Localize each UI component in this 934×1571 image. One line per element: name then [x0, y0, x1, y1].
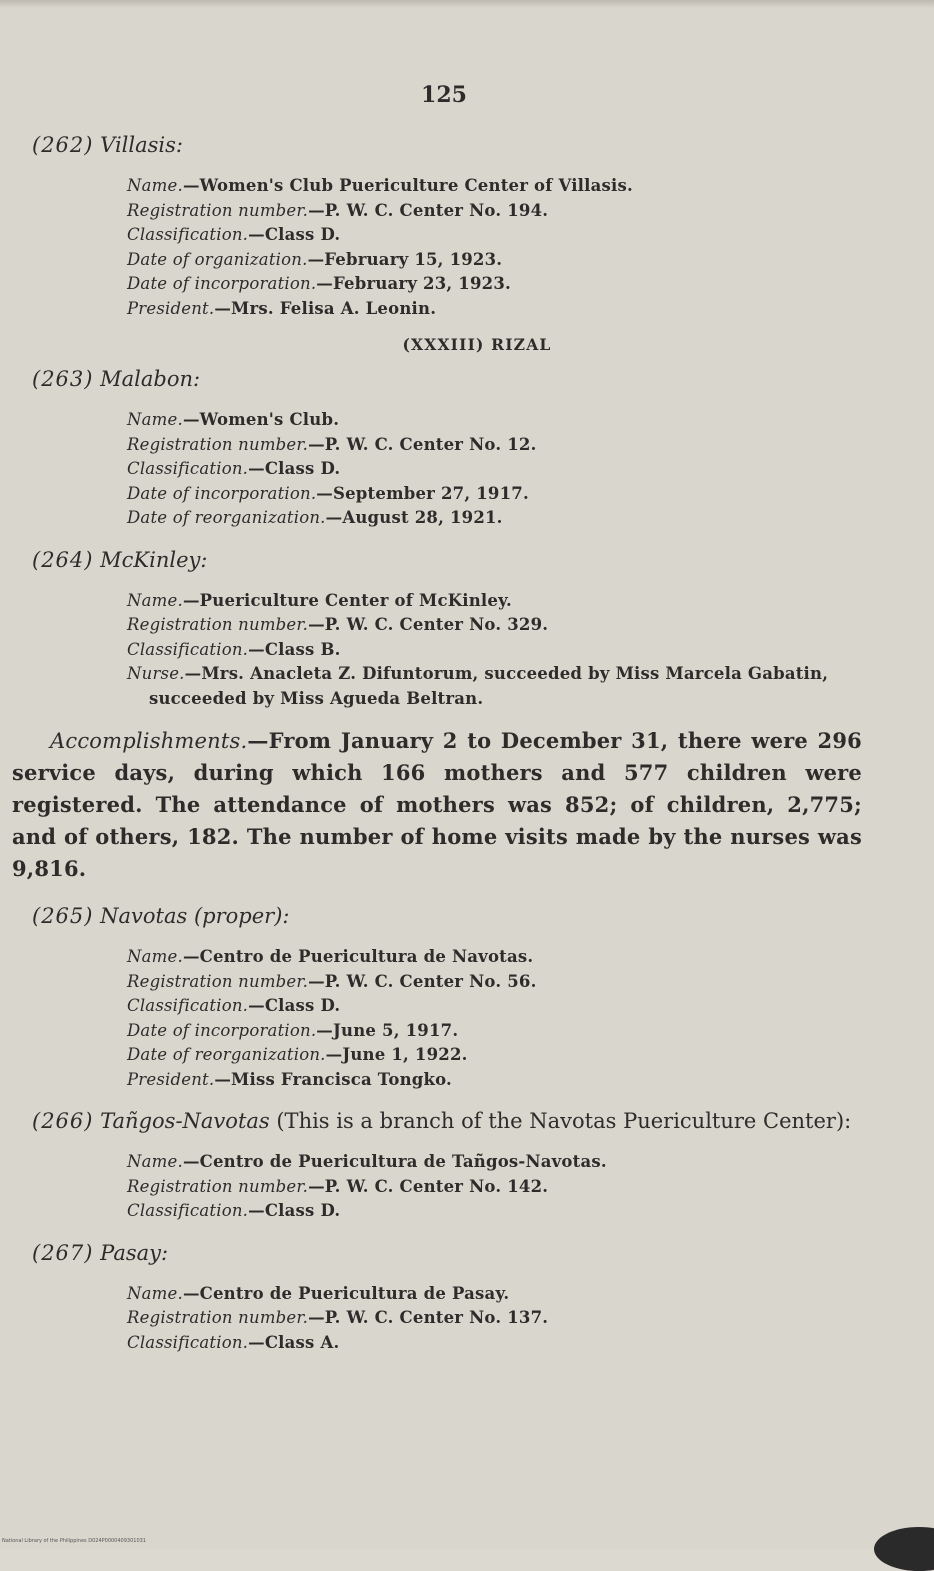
- field-label: President.: [127, 298, 215, 318]
- entry-field: [127, 199, 862, 224]
- accomplishments-text: —From January 2 to December 31, there were 296 service days, during which 166 mothers and 577 children were registered. The attendance of mothers was 852; of children, 2,775; and of others, 182. The number of home visits made by the nurses was 9,816.: [12, 728, 862, 881]
- field-label: Date of organization.: [127, 249, 308, 269]
- entry-note: (This is a branch of the Navotas Puericulture Center):: [269, 1109, 852, 1133]
- entry-field: [127, 506, 862, 531]
- field-value: —Class D.: [248, 996, 341, 1015]
- section-title: (XXXIII) RIZAL: [402, 335, 552, 354]
- field-value: —Mrs. Felisa A. Leonin.: [214, 298, 437, 318]
- field-label: Registration number.: [127, 200, 309, 220]
- page-edge: [0, 0, 934, 8]
- entry-heading: [32, 1106, 862, 1136]
- entry-field: [127, 589, 862, 614]
- entry-number: (265): [32, 904, 94, 928]
- field-label: Date of incorporation.: [127, 483, 317, 503]
- entry-place: McKinley:: [100, 547, 208, 572]
- entry-fields: [127, 1150, 862, 1224]
- field-label: Name.: [127, 590, 183, 610]
- entry-field: [127, 272, 862, 297]
- entry-place: Navotas (proper):: [100, 904, 290, 928]
- field-label: Nurse.: [127, 664, 185, 683]
- entry-heading: [32, 545, 862, 575]
- entry-place: Pasay:: [100, 1240, 169, 1265]
- entry-field: [127, 945, 862, 970]
- field-label: Registration number.: [127, 1176, 309, 1196]
- field-label: Classification.: [127, 459, 249, 478]
- field-value: —P. W. C. Center No. 329.: [308, 615, 549, 634]
- field-value: —Miss Francisca Tongko.: [214, 1069, 452, 1089]
- entry-field: [127, 1150, 862, 1175]
- entry-number: (266): [32, 1109, 94, 1133]
- entry-fields: [127, 408, 862, 531]
- field-label: Date of incorporation.: [127, 1020, 317, 1040]
- field-label: Date of incorporation.: [127, 274, 317, 293]
- entry-field: [127, 1068, 862, 1093]
- entry-field: [127, 248, 862, 273]
- field-label: Name.: [127, 1152, 183, 1171]
- entry-field: [127, 1199, 862, 1224]
- field-value: —Class D.: [248, 459, 341, 478]
- field-value: —P. W. C. Center No. 56.: [308, 971, 537, 991]
- entries-group: [32, 364, 862, 711]
- footer-credit: National Library of the Philippines D024P0000409301031: [2, 1538, 146, 1544]
- field-value: —February 15, 1923.: [307, 249, 503, 269]
- field-value: —Class A.: [248, 1332, 340, 1352]
- field-value: —Mrs. Anacleta Z. Difuntorum, succeeded by Miss Marcela Gabatin, succeeded by Miss Agueda Beltran.: [149, 664, 829, 708]
- field-label: Registration number.: [127, 1308, 309, 1327]
- scan-artifact: [874, 1527, 934, 1571]
- entry-field: [127, 1331, 862, 1356]
- entry-field: [127, 662, 862, 711]
- field-value: —P. W. C. Center No. 12.: [308, 434, 537, 454]
- field-label: Date of reorganization.: [127, 1045, 326, 1064]
- entry-field: [127, 482, 862, 507]
- entry-fields: [127, 174, 862, 321]
- field-label: Registration number.: [127, 971, 309, 991]
- field-value: —Women's Club.: [182, 410, 340, 429]
- field-label: Name.: [127, 176, 183, 195]
- field-value: —Centro de Puericultura de Navotas.: [182, 947, 534, 966]
- entry-heading: [32, 364, 862, 394]
- field-label: Registration number.: [127, 615, 309, 634]
- field-label: Registration number.: [127, 434, 309, 454]
- entry-place: Villasis:: [100, 133, 183, 157]
- field-label: Classification.: [127, 1201, 249, 1220]
- field-value: —August 28, 1921.: [325, 508, 503, 527]
- entry-number: (262): [32, 133, 94, 157]
- entry-number: (264): [32, 547, 94, 572]
- field-value: —September 27, 1917.: [316, 483, 529, 503]
- field-label: Classification.: [127, 1332, 249, 1352]
- entry-field: [127, 638, 862, 663]
- entry-field: [127, 994, 862, 1019]
- field-label: Date of reorganization.: [127, 508, 326, 527]
- accomplishments-paragraph: [12, 725, 862, 885]
- page-number: 125: [421, 82, 467, 108]
- entry-number: (263): [32, 367, 94, 391]
- entry-fields: [127, 1282, 862, 1356]
- field-label: Classification.: [127, 639, 249, 659]
- page-content: [12, 130, 862, 1369]
- field-value: —Women's Club Puericulture Center of Villasis.: [182, 176, 633, 195]
- entry-field: [127, 1019, 862, 1044]
- entry-heading: [32, 130, 862, 160]
- field-value: —Centro de Puericultura de Tañgos-Navotas.: [182, 1152, 607, 1171]
- field-value: —Class B.: [248, 639, 341, 659]
- field-value: —February 23, 1923.: [316, 274, 511, 293]
- entries-group: [32, 130, 862, 321]
- accomplishments-lead: Accomplishments.: [50, 729, 248, 753]
- field-value: —Puericulture Center of McKinley.: [182, 590, 512, 610]
- entry-field: [127, 223, 862, 248]
- entry-field: [127, 457, 862, 482]
- entry-place: Tañgos-Navotas: [100, 1109, 270, 1133]
- field-value: —Class D.: [248, 1201, 341, 1220]
- entry-place: Malabon:: [100, 367, 201, 391]
- field-label: Name.: [127, 947, 183, 966]
- field-value: —June 5, 1917.: [316, 1020, 459, 1040]
- entry-field: [127, 1043, 862, 1068]
- entry-fields: [127, 945, 862, 1092]
- field-label: Name.: [127, 1283, 183, 1303]
- entry-field: [127, 174, 862, 199]
- entry-field: [127, 297, 862, 322]
- field-value: —P. W. C. Center No. 194.: [308, 200, 549, 220]
- entry-heading: [32, 901, 862, 931]
- entry-number: (267): [32, 1240, 94, 1265]
- entry-field: [127, 1282, 862, 1307]
- entry-field: [127, 1306, 862, 1331]
- entries-group: [32, 901, 862, 1355]
- entry-field: [127, 433, 862, 458]
- field-value: —P. W. C. Center No. 137.: [308, 1308, 549, 1327]
- field-label: President.: [127, 1069, 215, 1089]
- entry-fields: [127, 589, 862, 712]
- entry-field: [127, 970, 862, 995]
- field-value: —June 1, 1922.: [325, 1045, 468, 1064]
- field-value: —Class D.: [248, 225, 341, 244]
- field-value: —P. W. C. Center No. 142.: [308, 1176, 549, 1196]
- field-label: Classification.: [127, 996, 249, 1015]
- entry-heading: [32, 1238, 862, 1268]
- field-label: Classification.: [127, 225, 249, 244]
- field-value: —Centro de Puericultura de Pasay.: [182, 1283, 510, 1303]
- entry-field: [127, 1175, 862, 1200]
- field-label: Name.: [127, 410, 183, 429]
- entry-field: [127, 408, 862, 433]
- entry-field: [127, 613, 862, 638]
